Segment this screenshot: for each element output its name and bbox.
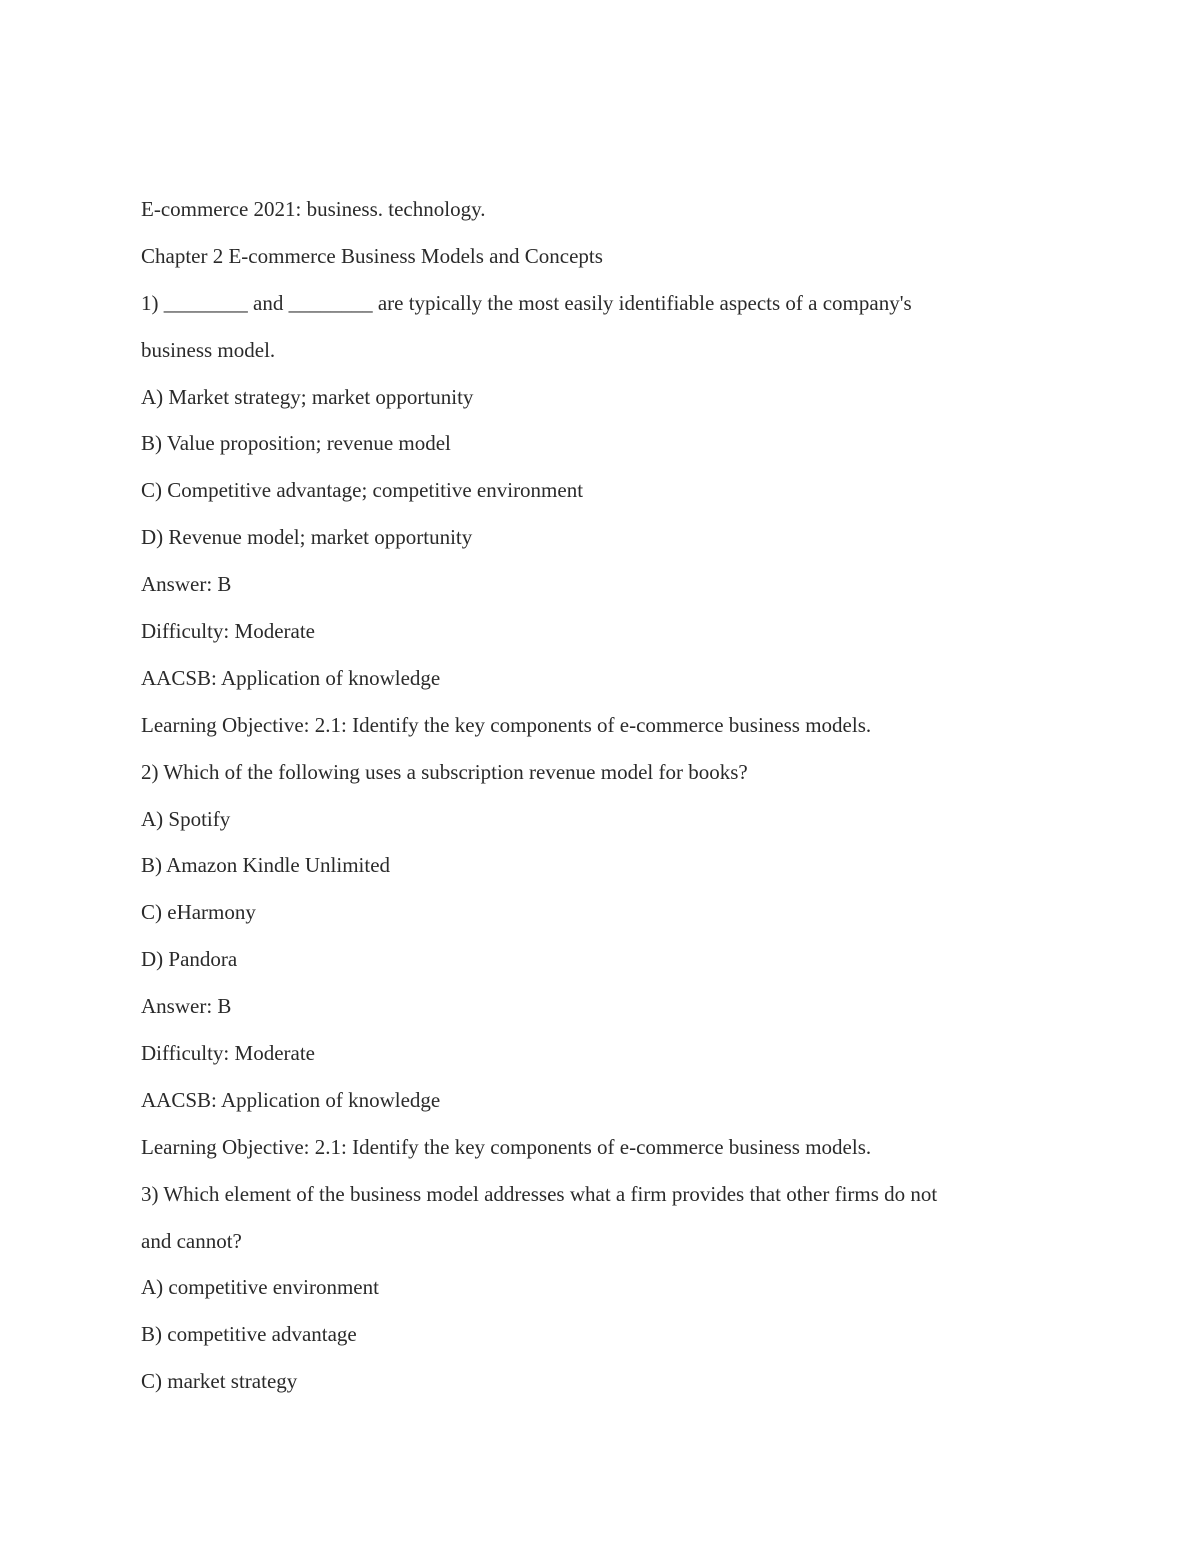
option-a: A) competitive environment — [141, 1275, 379, 1300]
difficulty: Difficulty: Moderate — [141, 619, 315, 644]
question-text: 1) ________ and ________ are typically the most easily identifiable aspects of a company's — [141, 290, 912, 315]
document-title: E-commerce 2021: business. technology. — [141, 197, 486, 221]
option-b: B) competitive advantage — [141, 1322, 357, 1347]
option-c: C) market strategy — [141, 1369, 298, 1394]
option-c: C) Competitive advantage; competitive environment — [141, 478, 584, 503]
question-text: 2) Which of the following uses a subscription revenue model for books? — [141, 759, 748, 784]
question-3 — [141, 1171, 1061, 1405]
question-text: and cannot? — [141, 1228, 242, 1253]
option-c: C) eHarmony — [141, 900, 256, 925]
option-a: A) Market strategy; market opportunity — [141, 384, 474, 409]
option-d: D) Pandora — [141, 947, 238, 972]
aacsb: AACSB: Application of knowledge — [141, 665, 441, 690]
aacsb: AACSB: Application of knowledge — [141, 1087, 441, 1112]
document-body — [141, 186, 1061, 1405]
option-b: B) Amazon Kindle Unlimited — [141, 853, 391, 878]
question-1 — [141, 280, 1061, 749]
learning-objective: Learning Objective: 2.1: Identify the key components of e-commerce business models. — [141, 712, 872, 737]
option-b: B) Value proposition; revenue model — [141, 431, 451, 456]
question-2 — [141, 749, 1061, 1171]
chapter-heading: Chapter 2 E-commerce Business Models and Concepts — [141, 243, 603, 268]
answer: Answer: B — [141, 994, 232, 1019]
option-a: A) Spotify — [141, 806, 231, 831]
option-d: D) Revenue model; market opportunity — [141, 525, 473, 550]
learning-objective: Learning Objective: 2.1: Identify the key components of e-commerce business models. — [141, 1134, 872, 1159]
answer: Answer: B — [141, 572, 232, 597]
question-text: business model. — [141, 337, 276, 362]
question-text: 3) Which element of the business model addresses what a firm provides that other firms do not — [141, 1181, 938, 1206]
difficulty: Difficulty: Moderate — [141, 1041, 315, 1066]
